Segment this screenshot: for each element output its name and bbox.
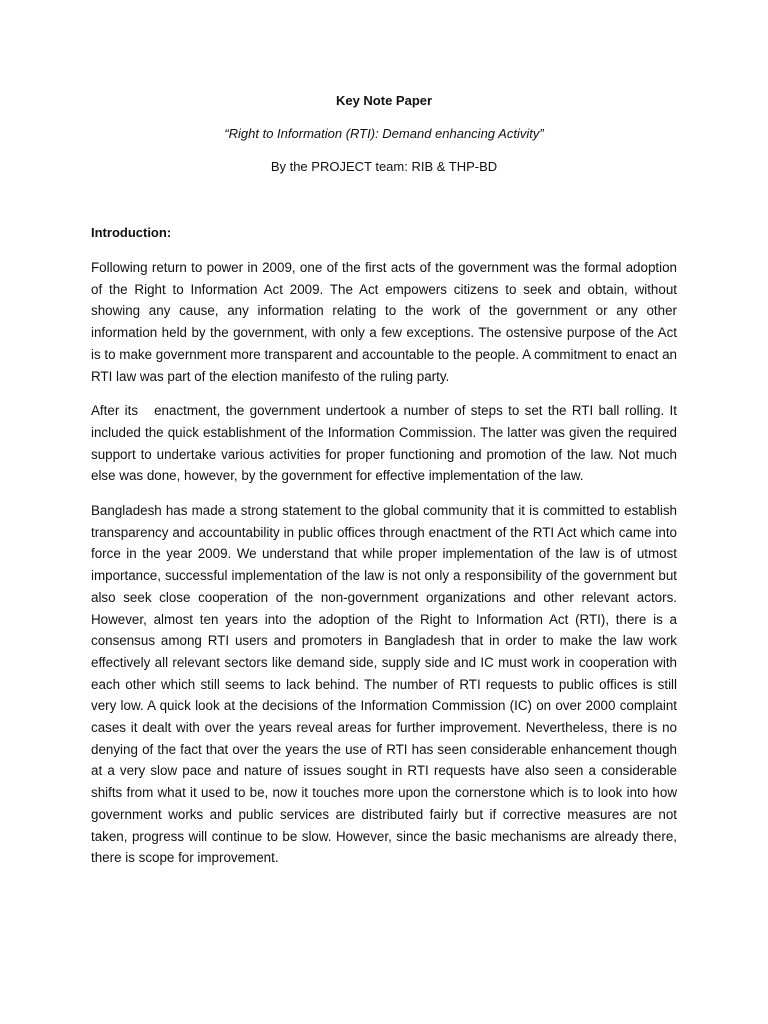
document-body bbox=[91, 92, 681, 882]
paragraph: Following return to power in 2009, one of the first acts of the government was the formal adoption of the Right to Information Act 2009. The Act empowers citizens to seek and obtain, without showing any cause, any information relating to the work of the government or any other information held by the government, with only a few exceptions. The ostensive purpose of the Act is to make government more transparent and accountable to the people. A commitment to enact an RTI law was part of the election manifesto of the ruling party. bbox=[91, 260, 681, 384]
document-title: Key Note Paper bbox=[335, 93, 433, 108]
document-byline: By the PROJECT team: RIB & THP-BD bbox=[270, 159, 498, 174]
document-subtitle: “Right to Information (RTI): Demand enhancing Activity” bbox=[224, 126, 544, 141]
section-heading-introduction: Introduction: bbox=[91, 225, 172, 240]
paragraph: Bangladesh has made a strong statement to the global community that it is committed to establish transparency and accountability in public offices through enactment of the RTI Act which came into force in the year 2009. We understand that while proper implementation of the law is of utmost importance, successful implementation of the law is not only a responsibility of the government but also seek close cooperation of the non-government organizations and other relevant actors. However, almost ten years into the adoption of the Right to Information Act (RTI), there is a consensus among RTI users and promoters in Bangladesh that in order to make the law work effectively all relevant sectors like demand side, supply side and IC must work in cooperation with each other which still seems to lack behind. The number of RTI requests to public offices is still very low. A quick look at the decisions of the Information Commission (IC) on over 2000 complaint cases it dealt with over the years reveal areas for further improvement. Nevertheless, there is no denying of the fact that over the years the use of RTI has seen considerable enhancement though at a very slow pace and nature of issues sought in RTI requests have also seen a considerable shifts from what it used to be, now it touches more upon the cornerstone which is to look into how government works and public services are distributed fairly but if corrective measures are not taken, progress will continue to be slow. However, since the basic mechanisms are already there, there is scope for improvement. bbox=[91, 503, 681, 866]
paragraph: After its enactment, the government undertook a number of steps to set the RTI ball rolling. It included the quick establishment of the Information Commission. The latter was given the required support to undertake various activities for proper functioning and promotion of the law. Not much else was done, however, by the government for effective implementation of the law. bbox=[91, 403, 681, 484]
